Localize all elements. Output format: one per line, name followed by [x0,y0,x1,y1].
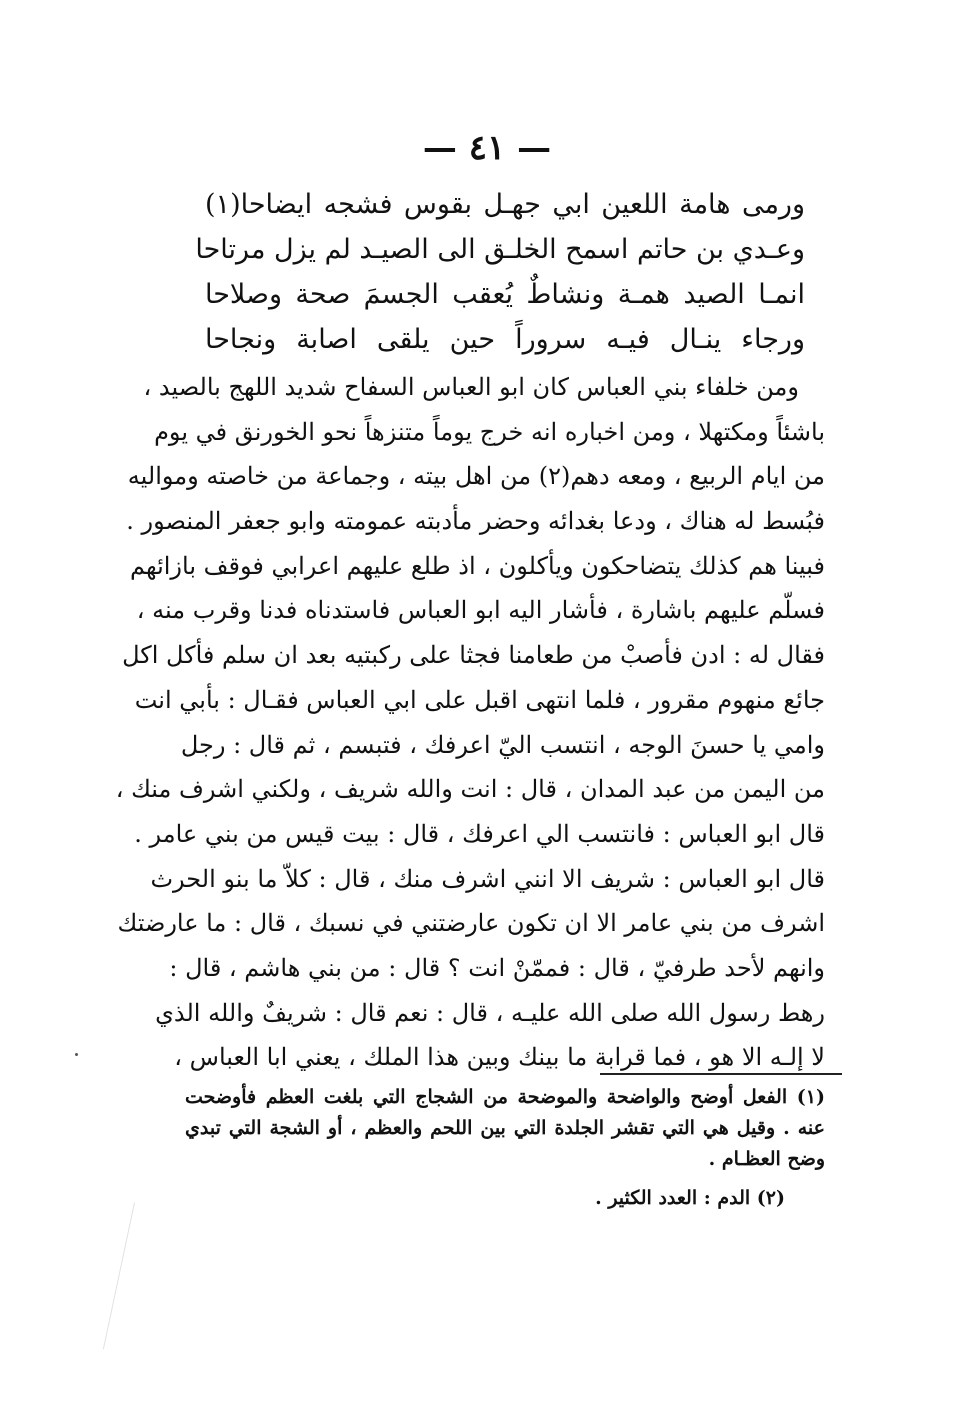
prose-line: اشرف من بني عامر الا ان تكون عارضتني في نسبك ، قال : ما عارضتك [117,909,825,938]
prose-line: باشئاً ومكتهلا ، ومن اخباره انه خرج يوماً متنزهاً نحو الخورنق في يوم [154,417,825,446]
poem-verse: ورجاء ينـال فيـه سروراً حين يلقى اصابة ونجاحا [205,324,805,355]
prose-line: ومن خلفاء بني العباس كان ابو العباس السفاح شديد اللهج بالصيد ، [143,373,799,401]
footnote-separator [600,1073,842,1075]
footnotes-block [185,1082,825,1214]
prose-line: وامي يا حسنَ الوجه ، انتسب اليّ اعرفك ، فتبسم ، ثم قال : رجل [180,730,825,759]
prose-line: وانهم لأحد طرفيّ ، قال : فممّنْ انت ؟ قال : من بني هاشم ، قال : [169,953,825,982]
prose-line: من ايام الربيع ، ومعه دهم(٢) من اهل بيته ، وجماعة من خاصته ومواليه [127,462,825,491]
footnote-line: وضح العظـام . [708,1148,825,1170]
poem-block [195,182,805,362]
footnote-line: (٢) الدم : العدد الكثير . [595,1187,785,1209]
prose-line: قال ابو العباس : شريف الا انني اشرف منك ، قال : كلاّ ما بنو الحرث [150,864,825,893]
footnote-line: عنه . وقيل هي التي تقشر الجلدة التي بين اللحم والعظم ، أو الشجة التي تبدي [185,1117,825,1139]
prose-line: فقال له : ادن فأصبْ من طعامنا فجثا على ركبتيه بعد ان سلم فأكل اكل [122,641,825,670]
prose-line: قال ابو العباس : فانتسب الي اعرفك ، قال : بيت قيس من بني عامر . [134,819,825,848]
poem-verse: وعـدي بن حاتم اسمح الخلـق الى الصيـد لم يزل مرتاحا [195,234,805,265]
footnote-line: (١) الفعل أوضح والواضحة والموضحة من الشجاج التي بلغت العظم فأوضحت [185,1086,825,1108]
poem-verse: انمـا الصيد همـة ونشاطٌ يُعقب الجسمَ صحة وصلاحا [205,279,805,310]
prose-line: فسلّم عليهم باشارة ، فأشار اليه ابو العباس فاستدناه فدنا وقرب منه ، [136,596,825,625]
prose-line: لا إلـه الا هو ، فما قرابة ما بينك وبين هذا الملك ، يعني ابا العباس ، [174,1043,825,1072]
poem-verse: ورمى هامة اللعين ابي جهـل بقوس فشجه ايضاحا(١) [205,189,805,220]
prose-line: فبُسط له هناك ، ودعا بغدائه وحضر مأدبته عمومته وابو جعفر المنصور . [126,507,825,536]
prose-block [115,365,825,1080]
page-number: — ٤١ — [422,128,552,168]
paper-speck [75,1053,78,1056]
prose-line: جائع منهوم مقرور ، فلما انتهى اقبل على ابي العباس فقـال : بأبي انت [134,685,825,714]
prose-line: من اليمن من عبد المدان ، قال : انت والله شريف ، ولكني اشرف منك ، [115,775,825,804]
prose-line: رهط رسول الله صلى الله عليـه ، قال : نعم قال : شريفٌ والله الذي [155,998,825,1027]
prose-line: فبينا هم كذلك يتضاحكون ويأكلون ، اذ طلع عليهم اعرابي فوقف بازائهم [130,551,825,580]
paper-crease [103,1202,174,1357]
